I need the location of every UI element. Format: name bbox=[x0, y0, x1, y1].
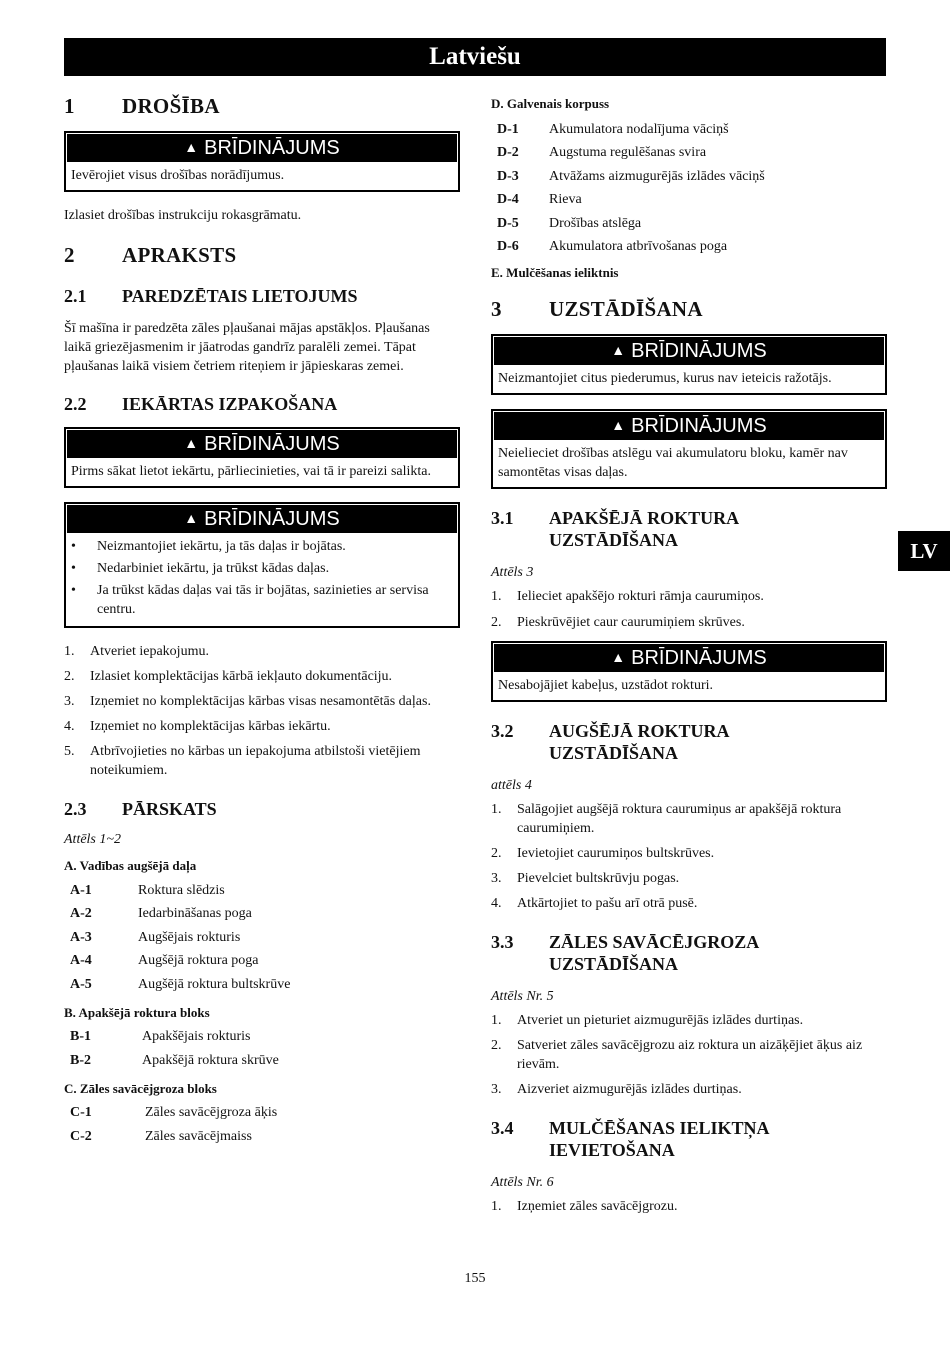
parts-group-title: D. Galvenais korpuss bbox=[491, 96, 610, 111]
section-heading-3: 3 UZSTĀDĪŠANA bbox=[491, 297, 703, 321]
paragraph: Izlasiet drošības instrukciju rokasgrāmatu. bbox=[64, 208, 302, 223]
list-item: 4. Atkārtojiet to pašu arī otrā pusē. bbox=[491, 896, 698, 911]
subsection-heading-2-2: 2.2 IEKĀRTAS IZPAKOŠANA bbox=[64, 394, 338, 414]
subsection-heading-3-3: 3.3 ZĀLES SAVĀCĒJGROZA UZSTĀDĪŠANA bbox=[491, 932, 760, 974]
steps-list bbox=[491, 1197, 887, 1216]
warning-box: ▲ BRĪDINĀJUMS Pirms sākat lietot iekārtu, pārliecinieties, vai tā ir pareizi salikta. bbox=[64, 427, 460, 488]
parts-group-title: B. Apakšējā roktura bloks bbox=[64, 1004, 210, 1020]
list-item: 2. Satveriet zāles savācējgrozu aiz roktura un aizāķējiet āķus aiz rievām. bbox=[491, 1038, 863, 1072]
right-column bbox=[491, 96, 887, 1216]
table-row: A-3 Augšējais rokturis bbox=[70, 929, 241, 945]
list-item: 2. Ievietojiet caurumiņos bultskrūves. bbox=[491, 846, 715, 861]
list-item: 5. Atbrīvojieties no kārbas un iepakojuma atbilstoši vietējiem noteikumiem. bbox=[64, 744, 421, 778]
warning-triangle-icon: ▲ bbox=[184, 510, 199, 526]
list-item: 4. Izņemiet no komplektācijas kārbas iekārtu. bbox=[64, 719, 331, 734]
list-item: 1. Atveriet un pieturiet aizmugurējās izlādes durtiņas. bbox=[491, 1013, 804, 1028]
parts-group-title: E. Mulčēšanas ieliktnis bbox=[491, 265, 619, 280]
paragraph: Šī mašīna ir paredzēta zāles pļaušanai mājas apstākļos. Pļaušanas laikā griezējasmenim ir jāatrodas gandrīz paralēli zemei. Tāpat pļaušanas laikā visiem četriem riteņiem ir jāpieskaras zemei. bbox=[64, 321, 430, 374]
table-row: D-6 Akumulatora atbrīvošanas poga bbox=[497, 239, 728, 255]
warning-box: ▲ BRĪDINĀJUMS Neielieciet drošības atslēgu vai akumulatoru bloku, kamēr nav samontētas visas daļas. bbox=[491, 409, 887, 489]
list-item: • Neizmantojiet iekārtu, ja tās daļas ir bojātas. bbox=[71, 539, 346, 554]
parts-group-title: A. Vadības augšējā daļa bbox=[64, 858, 197, 873]
parts-table bbox=[64, 1026, 279, 1073]
list-item: 1. Salāgojiet augšējā roktura caurumiņus ar apakšējā roktura caurumiņiem. bbox=[491, 802, 842, 836]
section-heading-1: 1 DROŠĪBA bbox=[64, 94, 220, 118]
steps-list bbox=[64, 642, 460, 780]
steps-list bbox=[491, 800, 887, 913]
warning-triangle-icon: ▲ bbox=[184, 435, 199, 451]
list-item: 1. Ielieciet apakšējo rokturi rāmja caurumiņos. bbox=[491, 589, 764, 604]
table-row: A-4 Augšējā roktura poga bbox=[70, 953, 259, 969]
table-row: B-2 Apakšējā roktura skrūve bbox=[70, 1052, 279, 1068]
steps-list bbox=[491, 1011, 887, 1099]
table-row: D-3 Atvāžams aizmugurējās izlādes vāciņš bbox=[497, 168, 765, 184]
figure-reference: Attēls 3 bbox=[491, 565, 534, 580]
page-title: Latviešu bbox=[64, 38, 886, 76]
table-row: C-2 Zāles savācējmaiss bbox=[70, 1128, 252, 1144]
subsection-heading-3-2: 3.2 AUGŠĒJĀ ROKTURA UZSTĀDĪŠANA bbox=[491, 721, 730, 763]
warning-box: ▲ BRĪDINĀJUMS Neizmantojiet citus piederumus, kurus nav ieteicis ražotājs. bbox=[491, 334, 887, 395]
list-item: 3. Izņemiet no komplektācijas kārbas visas nesamontētās daļas. bbox=[64, 694, 431, 709]
table-row: C-1 Zāles savācējgroza āķis bbox=[70, 1105, 278, 1121]
subsection-heading-2-1: 2.1 PAREDZĒTAIS LIETOJUMS bbox=[64, 286, 358, 306]
list-item: 1. Izņemiet zāles savācējgrozu. bbox=[491, 1199, 678, 1214]
warning-triangle-icon: ▲ bbox=[611, 649, 626, 665]
parts-table bbox=[64, 879, 290, 997]
list-item: • Ja trūkst kādas daļas vai tās ir bojātas, sazinieties ar servisa centru. bbox=[71, 583, 429, 617]
list-item: 3. Pievelciet bultskrūvju pogas. bbox=[491, 871, 680, 886]
subsection-heading-2-3: 2.3 PĀRSKATS bbox=[64, 799, 217, 819]
warning-box: ▲ BRĪDINĀJUMS Ievērojiet visus drošības norādījumus. bbox=[64, 131, 460, 192]
warning-box: ▲ BRĪDINĀJUMS • Neizmantojiet iekārtu, ja tās daļas ir bojātas. • Nedarbiniet iekārtu, ja trūkst kādas daļas. • Ja trūkst kādas daļas vai tās ir bojātas, sazinieties ar servisa centru. bbox=[64, 502, 460, 628]
figure-reference: attēls 4 bbox=[491, 778, 532, 793]
warning-triangle-icon: ▲ bbox=[184, 139, 199, 155]
subsection-heading-3-4: 3.4 MULČĒŠANAS IELIKTŅA IEVIETOŠANA bbox=[491, 1118, 770, 1160]
table-row: D-2 Augstuma regulēšanas svira bbox=[497, 145, 707, 161]
list-item: 3. Aizveriet aizmugurējās izlādes durtiņas. bbox=[491, 1082, 742, 1097]
table-row: A-5 Augšējā roktura bultskrūve bbox=[70, 976, 291, 992]
table-row: A-2 Iedarbināšanas poga bbox=[70, 906, 252, 922]
table-row: A-1 Roktura slēdzis bbox=[70, 882, 225, 898]
table-row: B-1 Apakšējais rokturis bbox=[70, 1029, 251, 1045]
page-number: 155 bbox=[464, 1271, 486, 1286]
left-column bbox=[64, 92, 460, 1149]
warning-triangle-icon: ▲ bbox=[611, 342, 626, 358]
list-item: 2. Pieskrūvējiet caur caurumiņiem skrūves. bbox=[491, 615, 745, 630]
figure-reference: Attēls Nr. 5 bbox=[491, 989, 554, 1004]
figure-reference: Attēls 1~2 bbox=[64, 832, 121, 847]
list-item: 2. Izlasiet komplektācijas kārbā iekļauto dokumentāciju. bbox=[64, 669, 393, 684]
figure-reference: Attēls Nr. 6 bbox=[491, 1175, 554, 1190]
table-row: D-4 Rieva bbox=[497, 192, 582, 208]
warning-box: ▲ BRĪDINĀJUMS Nesabojājiet kabeļus, uzstādot rokturi. bbox=[491, 641, 887, 702]
steps-list bbox=[491, 587, 887, 632]
table-row: D-1 Akumulatora nodalījuma vāciņš bbox=[497, 121, 729, 137]
parts-table bbox=[64, 1102, 277, 1149]
parts-table bbox=[491, 118, 765, 259]
parts-group-title: C. Zāles savācējgroza bloks bbox=[64, 1080, 217, 1096]
warning-triangle-icon: ▲ bbox=[611, 417, 626, 433]
table-row: D-5 Drošības atslēga bbox=[497, 215, 642, 231]
list-item: • Nedarbiniet iekārtu, ja trūkst kādas daļas. bbox=[71, 561, 330, 576]
subsection-heading-3-1: 3.1 APAKŠĒJĀ ROKTURA UZSTĀDĪŠANA bbox=[491, 508, 740, 550]
section-heading-2: 2 APRAKSTS bbox=[64, 243, 237, 267]
list-item: 1. Atveriet iepakojumu. bbox=[64, 644, 209, 659]
language-tab: LV bbox=[898, 531, 950, 571]
